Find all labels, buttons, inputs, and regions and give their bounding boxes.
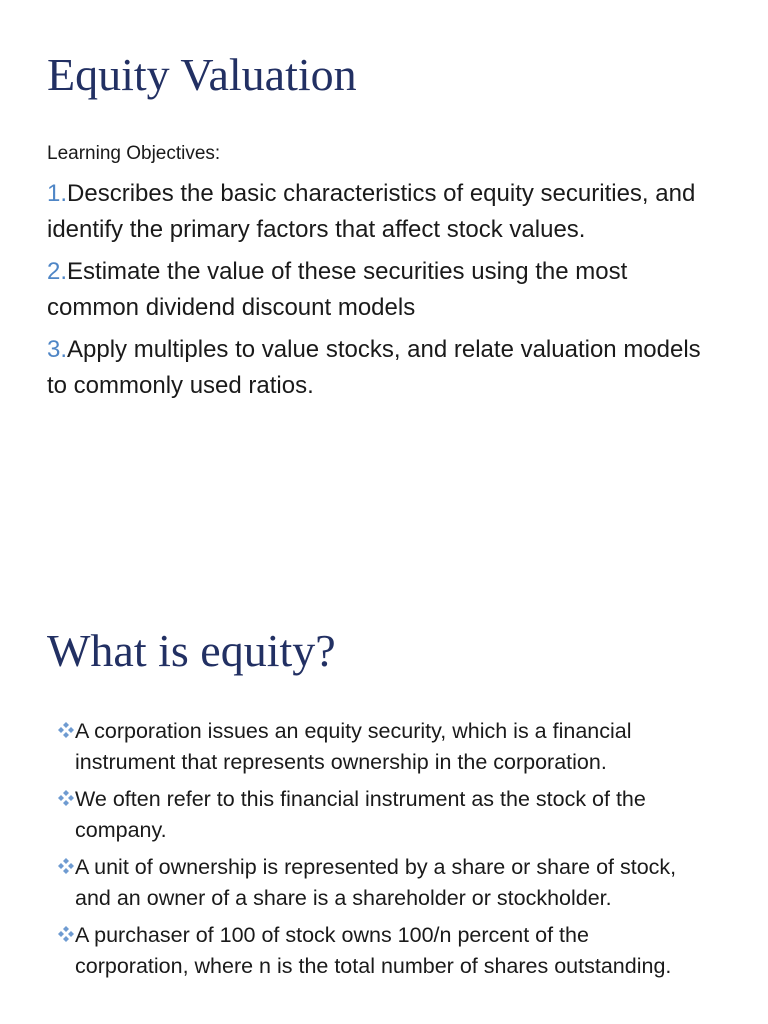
- objective-number: 2.: [47, 258, 68, 285]
- objective-item-1: [47, 176, 707, 247]
- bullet-text: We often refer to this financial instrument as the stock of the company.: [75, 787, 646, 842]
- objective-text: Apply multiples to value stocks, and relate valuation models to commonly used ratios.: [47, 336, 701, 399]
- objectives-list: [47, 176, 707, 410]
- objective-item-3: [47, 332, 707, 403]
- bullet-item-2: [58, 784, 698, 846]
- learning-objectives-heading: Learning Objectives:: [47, 143, 221, 164]
- four-diamond-bullet-icon: [58, 784, 75, 815]
- bullet-item-3: [58, 852, 698, 914]
- page-title: Equity Valuation: [47, 49, 357, 100]
- objective-text: Estimate the value of these securities using the most common dividend discount models: [47, 258, 628, 321]
- four-diamond-bullet-icon: [58, 852, 75, 883]
- bullet-text: A corporation issues an equity security, which is a financial instrument that represents ownership in the corporation.: [75, 719, 632, 774]
- objective-number: 1.: [47, 180, 68, 207]
- bullet-text: A purchaser of 100 of stock owns 100/n percent of the corporation, where n is the total number of shares outstanding.: [75, 923, 672, 978]
- objective-text: Describes the basic characteristics of equity securities, and identify the primary factors that affect stock values.: [47, 180, 696, 243]
- objective-number: 3.: [47, 336, 68, 363]
- bullet-item-1: [58, 716, 698, 778]
- objective-item-2: [47, 254, 707, 325]
- four-diamond-bullet-icon: [58, 716, 75, 747]
- section-title: What is equity?: [47, 625, 336, 676]
- bullet-item-4: [58, 920, 698, 982]
- four-diamond-bullet-icon: [58, 920, 75, 951]
- equity-bullet-list: [58, 716, 698, 988]
- bullet-text: A unit of ownership is represented by a share or share of stock, and an owner of a share is a shareholder or stockholder.: [75, 855, 677, 910]
